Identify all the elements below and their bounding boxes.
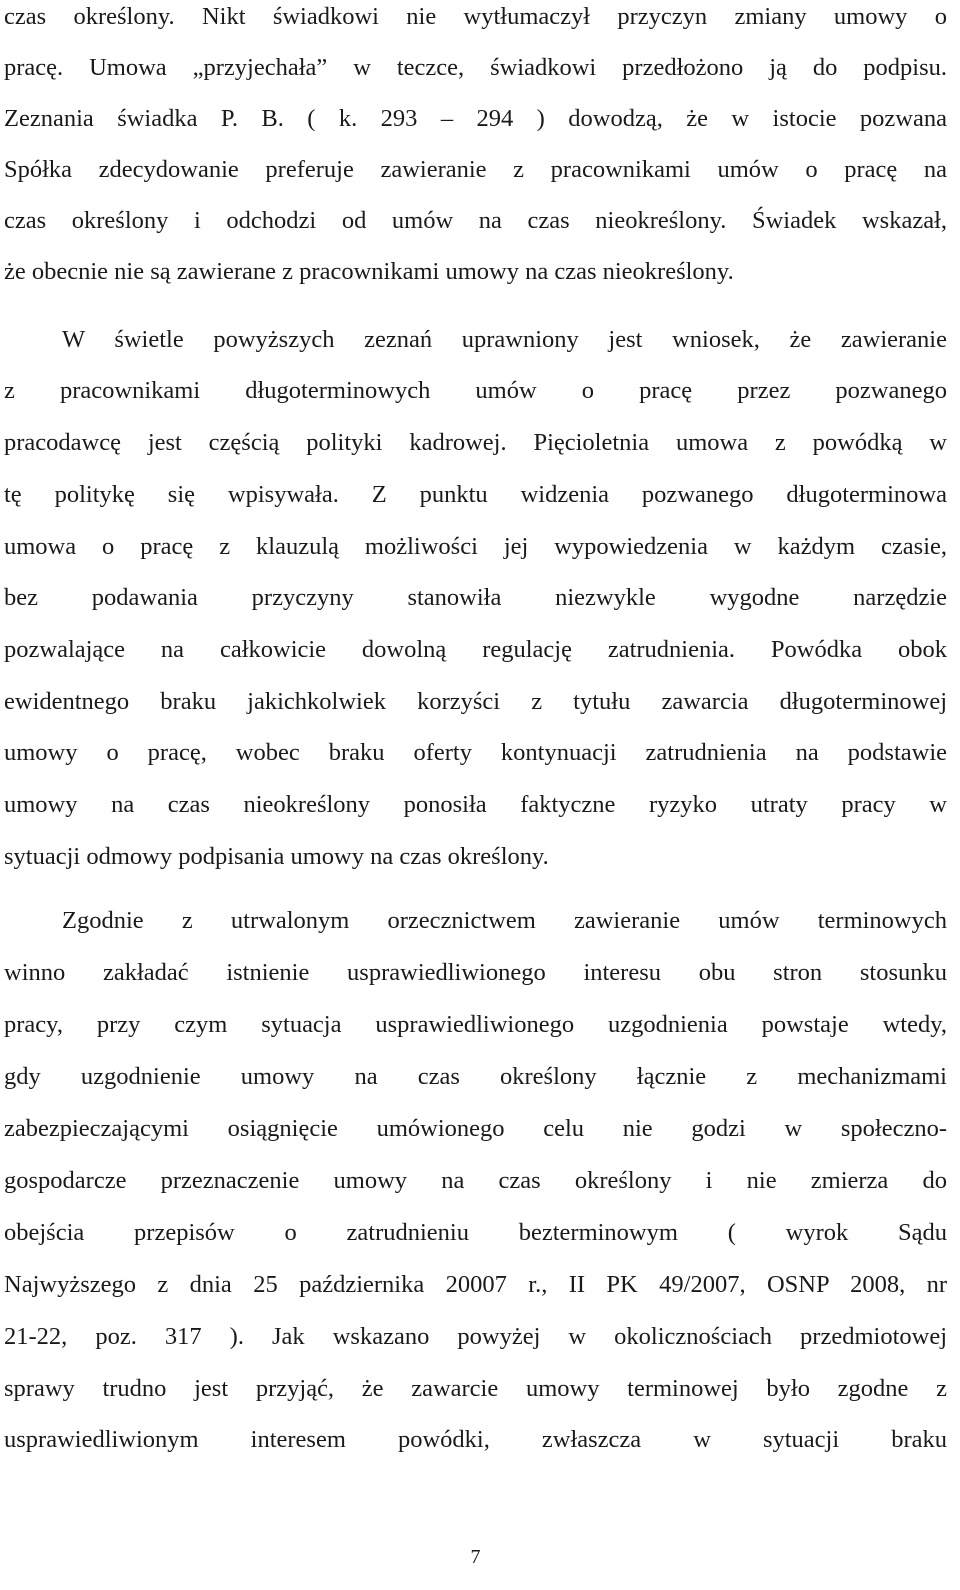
text-line: gdy uzgodnienie umowy na czas określony łącznie z mechanizmami: [4, 1063, 947, 1090]
text-line: że obecnie nie są zawierane z pracownikami umowy na czas nieokreślony.: [4, 258, 734, 285]
text-line: czas określony i odchodzi od umów na czas nieokreślony. Świadek wskazał,: [4, 207, 947, 234]
text-line: Spółka zdecydowanie preferuje zawieranie z pracownikami umów o pracę na: [4, 156, 947, 183]
text-line: pracy, przy czym sytuacja usprawiedliwionego uzgodnienia powstaje wtedy,: [4, 1011, 947, 1038]
text-line: pracę. Umowa „przyjechała” w teczce, świadkowi przedłożono ją do podpisu.: [4, 54, 947, 81]
text-line: usprawiedliwionym interesem powódki, zwłaszcza w sytuacji braku: [4, 1426, 947, 1453]
text-line: Najwyższego z dnia 25 października 20007 r., II PK 49/2007, OSNP 2008, nr: [4, 1271, 947, 1298]
text-line: ewidentnego braku jakichkolwiek korzyści z tytułu zawarcia długoterminowej: [4, 688, 947, 715]
text-line: sprawy trudno jest przyjąć, że zawarcie umowy terminowej było zgodne z: [4, 1375, 947, 1402]
text-line: umowa o pracę z klauzulą możliwości jej wypowiedzenia w każdym czasie,: [4, 533, 947, 560]
text-line: 21-22, poz. 317 ). Jak wskazano powyżej w okolicznościach przedmiotowej: [4, 1323, 947, 1350]
text-line: obejścia przepisów o zatrudnieniu bezterminowym ( wyrok Sądu: [4, 1219, 947, 1246]
text-line: z pracownikami długoterminowych umów o pracę przez pozwanego: [4, 377, 947, 404]
text-line: gospodarcze przeznaczenie umowy na czas określony i nie zmierza do: [4, 1167, 947, 1194]
text-line: sytuacji odmowy podpisania umowy na czas określony.: [4, 843, 549, 870]
text-line: umowy o pracę, wobec braku oferty kontynuacji zatrudnienia na podstawie: [4, 739, 947, 766]
document-page: [4, 0, 947, 1590]
text-line: umowy na czas nieokreślony ponosiła faktyczne ryzyko utraty pracy w: [4, 791, 947, 818]
text-line: Zeznania świadka P. B. ( k. 293 – 294 ) dowodzą, że w istocie pozwana: [4, 105, 947, 132]
text-line: pracodawcę jest częścią polityki kadrowej. Pięcioletnia umowa z powódką w: [4, 429, 947, 456]
text-line: tę politykę się wpisywała. Z punktu widzenia pozwanego długoterminowa: [4, 481, 947, 508]
text-line: pozwalające na całkowicie dowolną regulację zatrudnienia. Powódka obok: [4, 636, 947, 663]
text-line: winno zakładać istnienie usprawiedliwionego interesu obu stron stosunku: [4, 959, 947, 986]
text-line: czas określony. Nikt świadkowi nie wytłumaczył przyczyn zmiany umowy o: [4, 3, 947, 30]
text-line: bez podawania przyczyny stanowiła niezwykle wygodne narzędzie: [4, 584, 947, 611]
text-line: zabezpieczającymi osiągnięcie umówionego celu nie godzi w społeczno-: [4, 1115, 947, 1142]
text-line: W świetle powyższych zeznań uprawniony jest wniosek, że zawieranie: [62, 326, 947, 353]
page-number: 7: [470, 1546, 481, 1568]
text-line: Zgodnie z utrwalonym orzecznictwem zawieranie umów terminowych: [62, 907, 947, 934]
